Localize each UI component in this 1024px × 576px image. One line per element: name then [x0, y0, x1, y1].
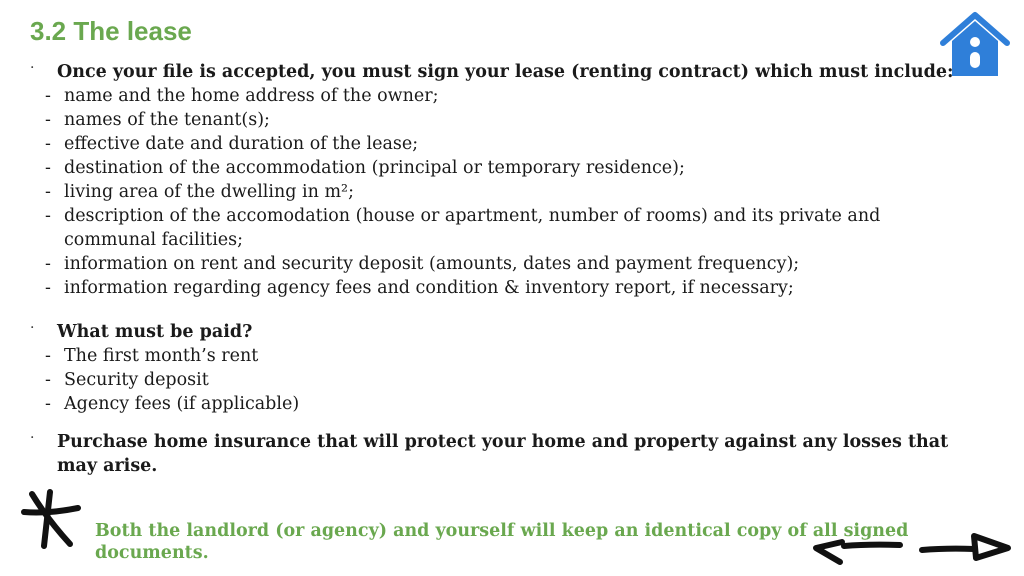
lease-contents-heading: Once your file is accepted, you must sign your lease (renting contract) which must include:: [57, 62, 954, 82]
insurance-section: [30, 430, 970, 478]
bullet-point: ·: [30, 320, 35, 336]
asterisk-icon: [18, 486, 90, 554]
list-item: - destination of the accommodation (principal or temporary residence);: [45, 156, 970, 180]
payments-heading: What must be paid?: [57, 322, 253, 342]
asterisk-mark: [18, 486, 90, 554]
list-item: - effective date and duration of the lease;: [45, 132, 970, 156]
arrow-right-icon: [916, 526, 1016, 566]
lease-contents-list: [30, 84, 970, 300]
bullet-point: ·: [30, 430, 35, 446]
bullet-point: ·: [30, 60, 35, 76]
slide-title: 3.2 The lease: [30, 16, 192, 46]
payments-section: [30, 320, 970, 416]
copy-note: Both the landlord (or agency) and yourself will keep an identical copy of all signed documents.: [95, 520, 909, 563]
list-item: - living area of the dwelling in m²;: [45, 180, 970, 204]
list-item: - description of the accomodation (house or apartment, number of rooms) and its private and communal facilities;: [45, 204, 970, 252]
list-item: - information on rent and security deposit (amounts, dates and payment frequency);: [45, 252, 970, 276]
list-item: - The first month’s rent: [45, 344, 970, 368]
payments-list: [30, 344, 970, 416]
list-item: - Agency fees (if applicable): [45, 392, 970, 416]
list-item: - information regarding agency fees and condition & inventory report, if necessary;: [45, 276, 970, 300]
list-item: - Security deposit: [45, 368, 970, 392]
previous-slide-button[interactable]: [808, 528, 908, 568]
list-item: - name and the home address of the owner;: [45, 84, 970, 108]
insurance-heading: Purchase home insurance that will protect your home and property against any losses that may arise.: [57, 432, 949, 476]
lease-contents-section: [30, 60, 970, 300]
next-slide-button[interactable]: [916, 526, 1016, 566]
list-item: - names of the tenant(s);: [45, 108, 970, 132]
arrow-left-icon: [808, 528, 908, 568]
